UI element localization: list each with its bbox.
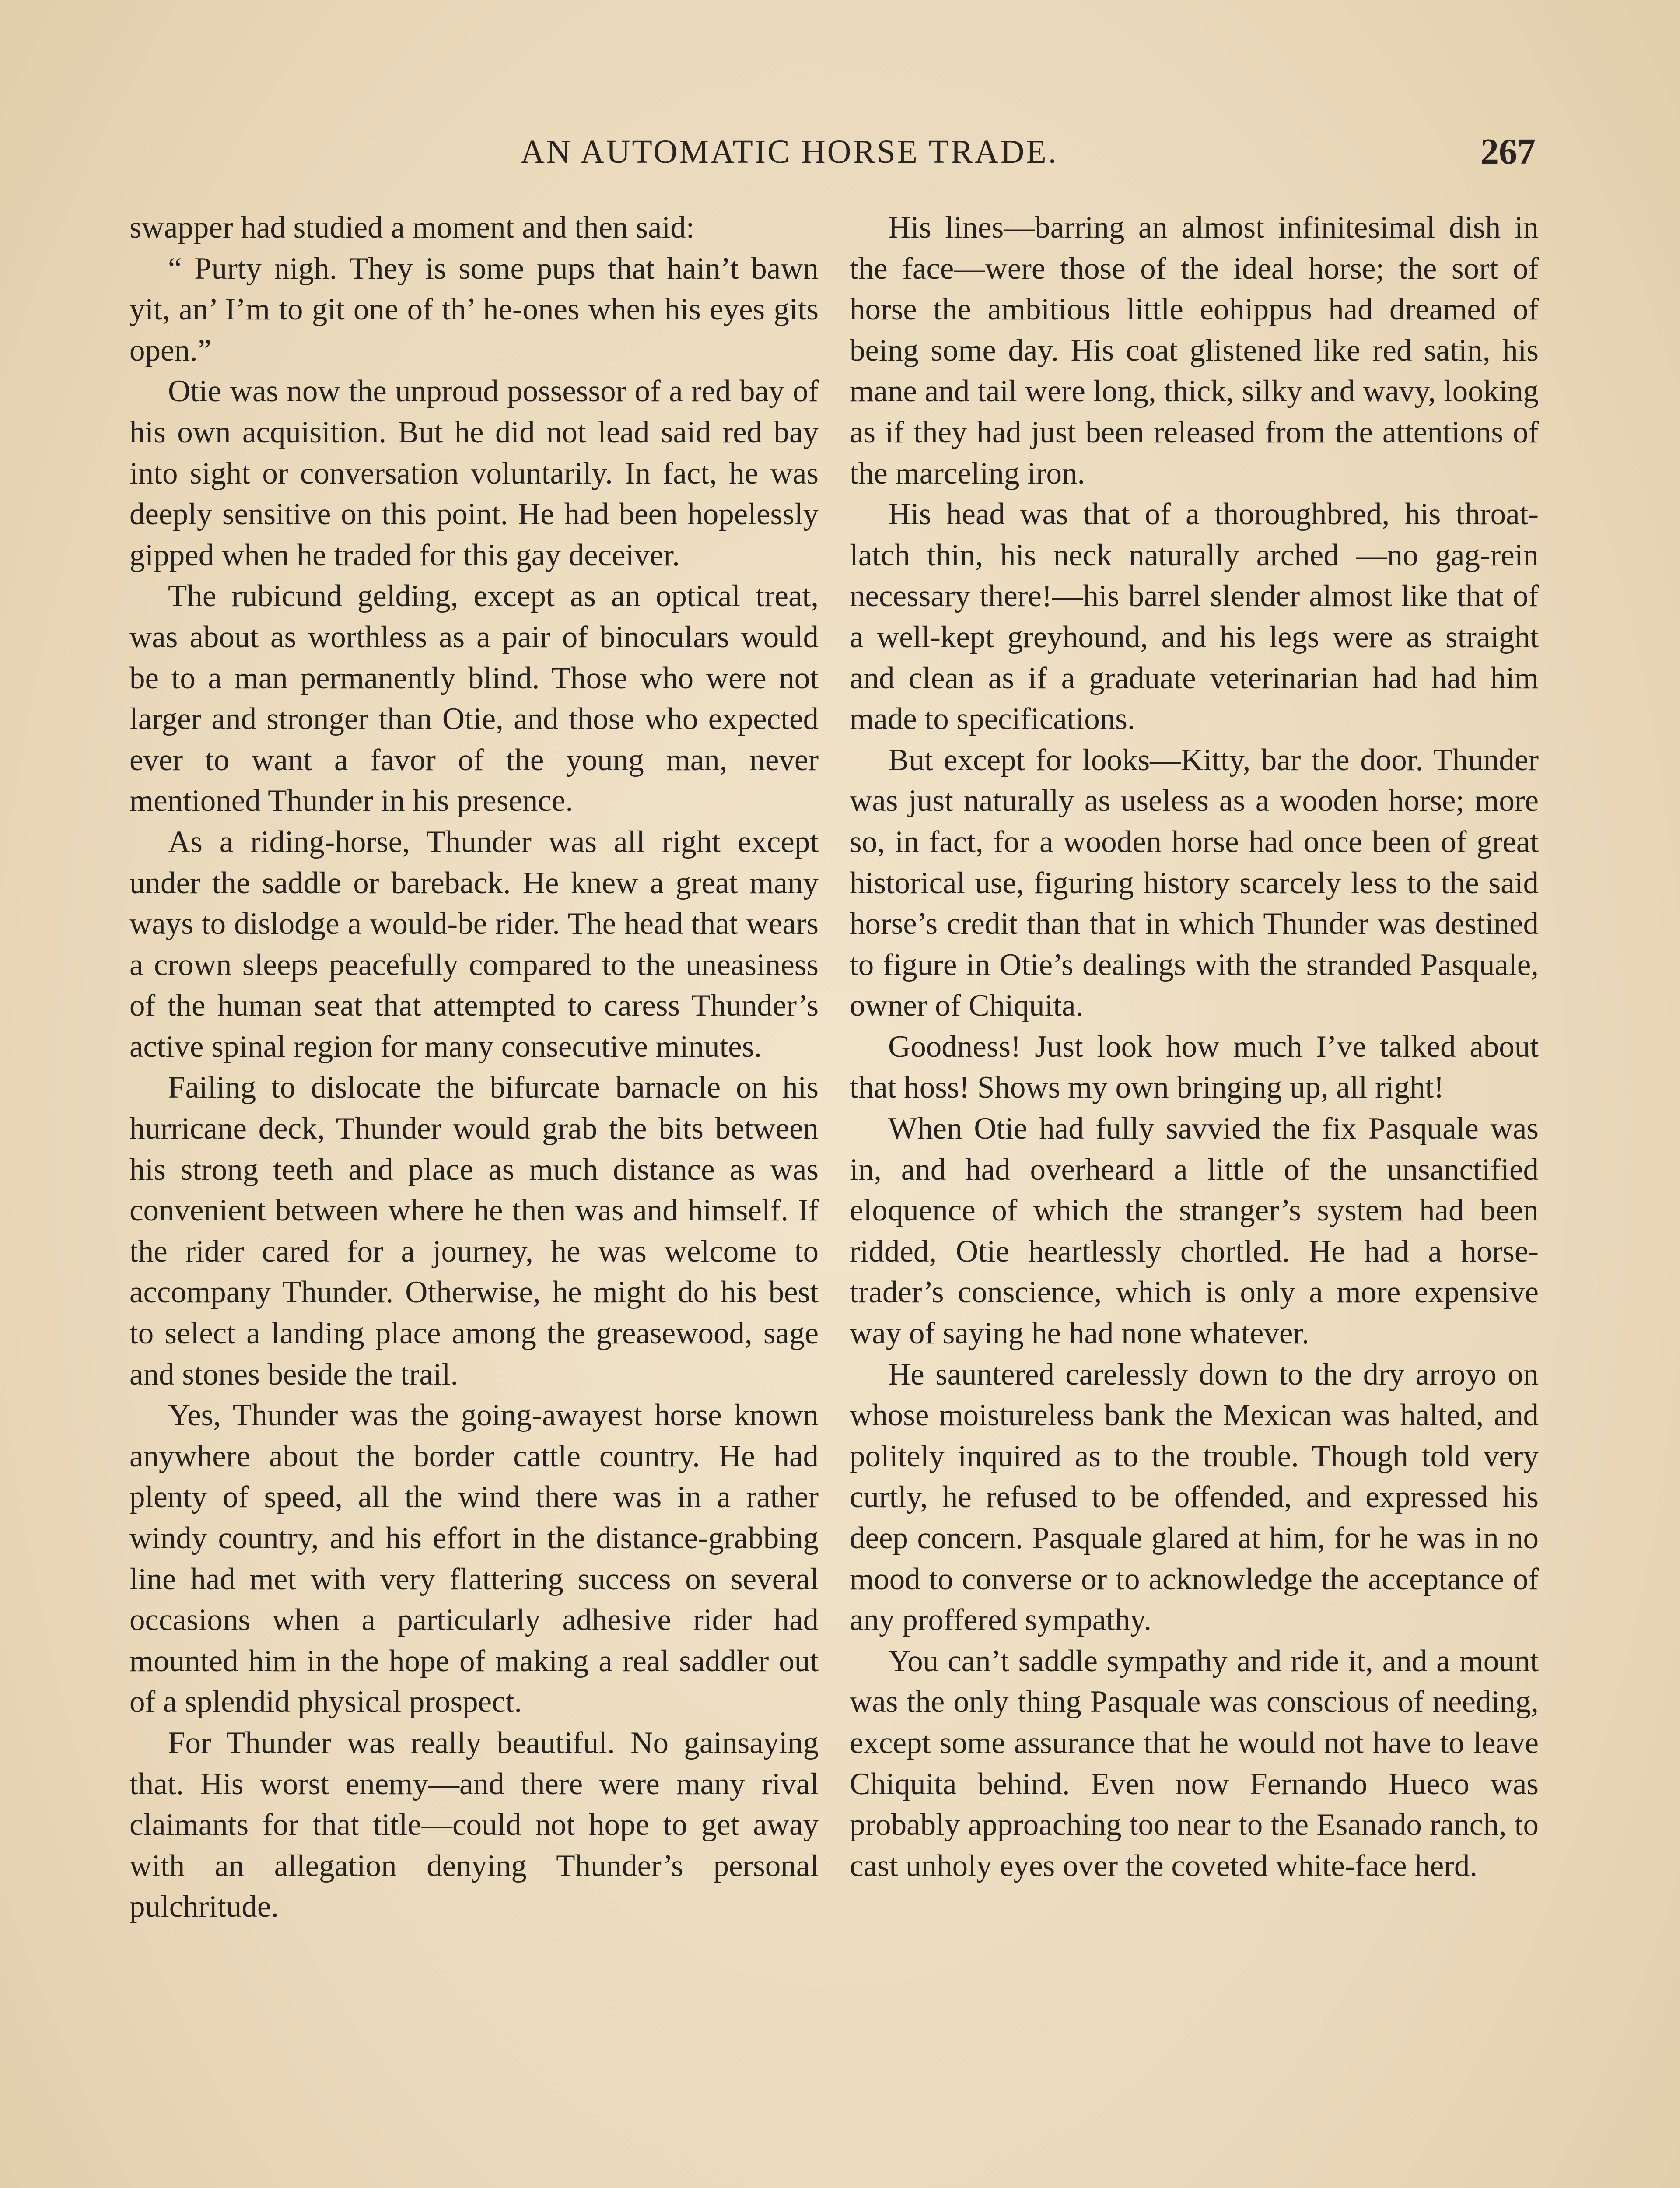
paragraph: Otie was now the unproud possessor of a red bay of his own acquisition. But he did not lead said red bay into sight or conversation voluntarily. In fact, he was deeply sensitive on this point. He had been hopelessly gipped when he traded for this gay deceiver. [130, 374, 819, 572]
paragraph: When Otie had fully savvied the fix Pasquale was in, and had overheard a little of the unsanctified eloquence of which the stranger’s system had been ridded, Otie heartlessly chortled. He had a horse-trader’s conscience, which is only a more expensive way of saying he had none whatever. [850, 1112, 1539, 1351]
paragraph: “ Purty nigh. They is some pups that hain’t bawn yit, an’ I’m to git one of th’ he-ones when his eyes gits open.” [130, 251, 819, 368]
paragraph: His head was that of a thoroughbred, his throat-latch thin, his neck naturally arched —no gag-rein necessary there!—his barrel slender almost like that of a well-kept greyhound, and his legs were as straight and clean as if a graduate veterinarian had had him made to specifications. [850, 497, 1539, 736]
right-column [850, 207, 1539, 1886]
paragraph: He sauntered carelessly down to the dry arroyo on whose moistureless bank the Mexican was halted, and politely inquired as to the trouble. Though told very curtly, he refused to be offended, and expressed his deep concern. Pasquale glared at him, for he was in no mood to converse or to acknowledge the acceptance of any proffered sympathy. [850, 1357, 1539, 1637]
paragraph: Failing to dislocate the bifurcate barnacle on his hurricane deck, Thunder would grab the bits between his strong teeth and place as much distance as was convenient between where he then was and himself. If the rider cared for a journey, he was welcome to accompany Thunder. Otherwise, he might do his best to select a landing place among the greasewood, sage and stones beside the trail. [130, 1070, 819, 1392]
paragraph: Goodness! Just look how much I’ve talked about that hoss! Shows my own bringing up, all right! [850, 1029, 1539, 1105]
paragraph: You can’t saddle sympathy and ride it, and a mount was the only thing Pasquale was conscious of needing, except some assurance that he would not have to leave Chiquita behind. Even now Fernando Hueco was probably approaching too near to the Esanado ranch, to cast unholy eyes over the coveted white-face herd. [850, 1644, 1539, 1883]
paragraph: As a riding-horse, Thunder was all right except under the saddle or bareback. He knew a great many ways to dislodge a would-be rider. The head that wears a crown sleeps peacefully compared to the uneasiness of the human seat that attempted to caress Thunder’s active spinal region for many consecutive minutes. [130, 824, 819, 1064]
paragraph: For Thunder was really beautiful. No gainsaying that. His worst enemy—and there were many rival claimants for that title—could not hope to get away with an allegation denying Thunder’s personal pulchritude. [130, 1725, 819, 1924]
paragraph: Yes, Thunder was the going-awayest horse known anywhere about the border cattle country. He had plenty of speed, all the wind there was in a rather windy country, and his effort in the distance-grabbing line had met with very flattering success on several occasions when a particularly adhesive rider had mounted him in the hope of making a real saddler out of a splendid physical prospect. [130, 1398, 819, 1719]
paragraph: swapper had studied a moment and then said: [130, 210, 695, 245]
paragraph: The rubicund gelding, except as an optical treat, was about as worthless as a pair of binoculars would be to a man permanently blind. Those who were not larger and stronger than Otie, and those who expected ever to want a favor of the young man, never mentioned Thunder in his presence. [130, 579, 819, 818]
paragraph: But except for looks—Kitty, bar the door. Thunder was just naturally as useless as a wooden horse; more so, in fact, for a wooden horse had once been of great historical use, figuring history scarcely less to the said horse’s credit than that in which Thunder was destined to figure in Otie’s dealings with the stranded Pasquale, owner of Chiquita. [850, 743, 1539, 1023]
running-title: AN AUTOMATIC HORSE TRADE. [521, 133, 1058, 170]
paragraph: His lines—barring an almost infinitesimal dish in the face—were those of the ideal horse; the sort of horse the ambitious little eohippus had dreamed of being some day. His coat glistened like red satin, his mane and tail were long, thick, silky and wavy, looking as if they had just been released from the attentions of the marceling iron. [850, 210, 1539, 491]
page-number: 267 [1480, 131, 1536, 172]
left-column [130, 207, 819, 1928]
